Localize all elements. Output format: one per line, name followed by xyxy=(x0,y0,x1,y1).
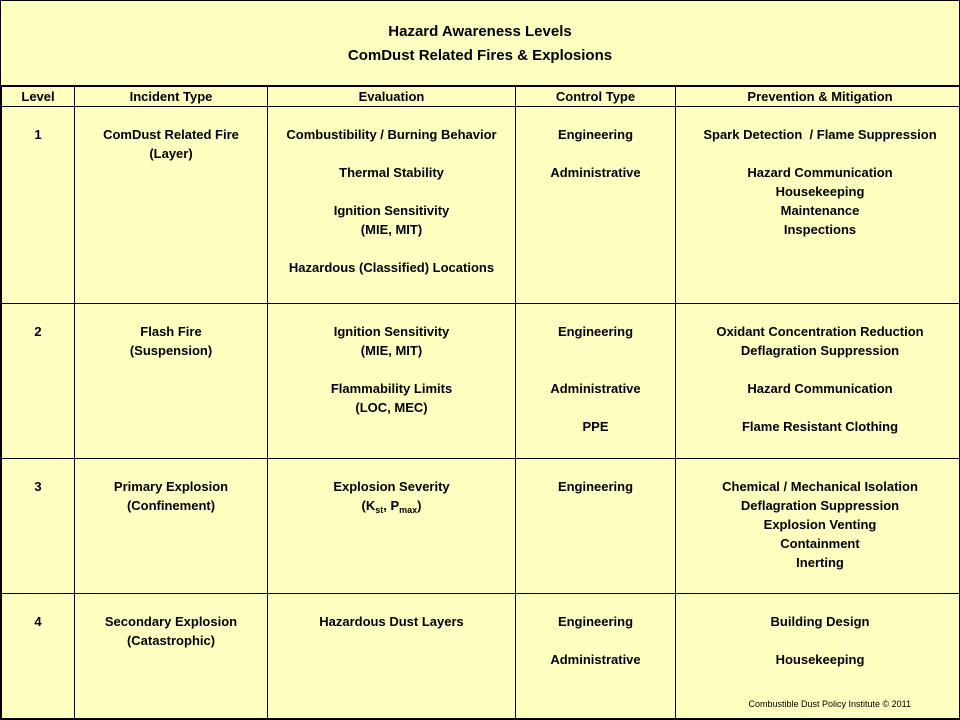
level-cell: 4 xyxy=(2,594,75,719)
evaluation-cell xyxy=(268,107,516,304)
incident-name: Secondary Explosion xyxy=(104,614,238,629)
table-row xyxy=(2,304,960,459)
prevention-item: Housekeeping xyxy=(775,184,865,199)
evaluation-item: Hazardous (Classified) Locations xyxy=(288,260,495,275)
header-prevention: Prevention & Mitigation xyxy=(676,86,960,107)
control-item: PPE xyxy=(582,419,609,434)
control-item: Engineering xyxy=(557,127,634,142)
prevention-item: Hazard Communication xyxy=(747,381,893,396)
evaluation-item: Thermal Stability xyxy=(339,165,444,180)
evaluation-item: Ignition Sensitivity xyxy=(333,203,450,218)
evaluation-formula: ($K_{st}$, $P_{max}$) xyxy=(361,498,422,515)
incident-cell xyxy=(75,304,268,459)
evaluation-cell xyxy=(268,459,516,594)
prevention-item: Spark Detection / Flame Suppression xyxy=(703,127,937,142)
title-box xyxy=(1,1,959,87)
evaluation-item: Explosion Severity xyxy=(333,479,450,494)
prevention-item: Inerting xyxy=(796,555,844,570)
evaluation-cell xyxy=(268,304,516,459)
prevention-item: Housekeeping xyxy=(775,652,865,667)
title-line-2: ComDust Related Fires & Explosions xyxy=(347,47,613,64)
evaluation-item: (LOC, MEC) xyxy=(355,400,428,415)
evaluation-item: Hazardous Dust Layers xyxy=(319,614,464,629)
title-line-1: Hazard Awareness Levels xyxy=(388,23,572,40)
incident-name: Flash Fire xyxy=(140,324,202,339)
header-control-type: Control Type xyxy=(516,86,676,107)
control-cell xyxy=(516,107,676,304)
header-evaluation: Evaluation xyxy=(268,86,516,107)
prevention-item: Inspections xyxy=(783,222,857,237)
prevention-item: Chemical / Mechanical Isolation xyxy=(722,479,918,494)
evaluation-item: Ignition Sensitivity xyxy=(333,324,450,339)
incident-cell xyxy=(75,459,268,594)
prevention-cell xyxy=(676,107,960,304)
control-item: Engineering xyxy=(557,614,634,629)
incident-name: ComDust Related Fire xyxy=(103,127,239,142)
incident-qualifier: (Confinement) xyxy=(126,498,216,513)
control-item: Engineering xyxy=(557,479,634,494)
header-row xyxy=(2,86,960,107)
prevention-cell xyxy=(676,304,960,459)
incident-cell xyxy=(75,107,268,304)
copyright-notice: Combustible Dust Policy Institute © 2011 xyxy=(748,699,911,709)
prevention-item: Explosion Venting xyxy=(763,517,877,532)
prevention-item: Containment xyxy=(780,536,860,551)
evaluation-item: Flammability Limits xyxy=(330,381,453,396)
prevention-item: Deflagration Suppression xyxy=(740,343,900,358)
control-cell xyxy=(516,594,676,719)
level-cell: 2 xyxy=(2,304,75,459)
table-row xyxy=(2,107,960,304)
evaluation-cell xyxy=(268,594,516,719)
incident-qualifier: (Catastrophic) xyxy=(126,633,216,648)
incident-qualifier: (Suspension) xyxy=(129,343,213,358)
prevention-item: Hazard Communication xyxy=(747,165,893,180)
prevention-item: Maintenance xyxy=(780,203,860,218)
prevention-item: Building Design xyxy=(770,614,870,629)
prevention-item: Deflagration Suppression xyxy=(740,498,900,513)
header-incident-type: Incident Type xyxy=(75,86,268,107)
prevention-item: Oxidant Concentration Reduction xyxy=(716,324,924,339)
control-item: Engineering xyxy=(557,324,634,339)
control-item: Administrative xyxy=(550,165,641,180)
evaluation-item: (MIE, MIT) xyxy=(360,343,423,358)
incident-qualifier: (Layer) xyxy=(149,146,193,161)
control-item: Administrative xyxy=(550,381,641,396)
header-level: Level xyxy=(2,86,75,107)
evaluation-item: (MIE, MIT) xyxy=(360,222,423,237)
level-cell: 3 xyxy=(2,459,75,594)
level-cell: 1 xyxy=(2,107,75,304)
prevention-cell xyxy=(676,459,960,594)
control-cell xyxy=(516,304,676,459)
evaluation-item: Combustibility / Burning Behavior xyxy=(286,127,497,142)
prevention-item: Flame Resistant Clothing xyxy=(741,419,899,434)
table-row xyxy=(2,459,960,594)
incident-cell xyxy=(75,594,268,719)
hazard-table xyxy=(1,85,960,719)
control-cell xyxy=(516,459,676,594)
control-item: Administrative xyxy=(550,652,641,667)
incident-name: Primary Explosion xyxy=(113,479,229,494)
